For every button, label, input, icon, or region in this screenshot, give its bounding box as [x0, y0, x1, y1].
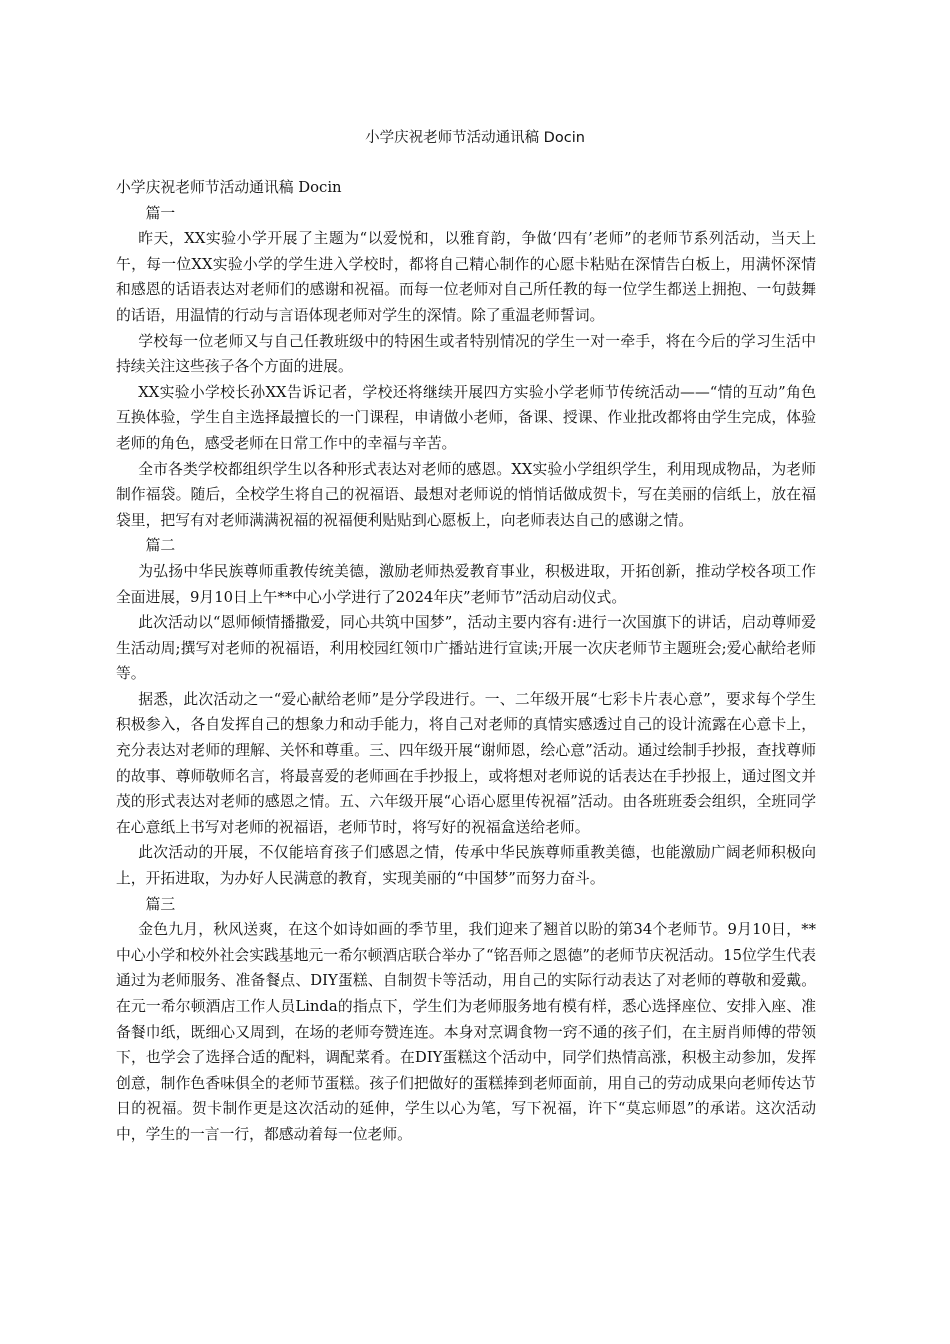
paragraph: 此次活动的开展，不仅能培育孩子们感恩之情，传承中华民族尊师重教美德，也能激励广阔老师积极向上，开拓进取，为办好人民满意的教育，实现美丽的“中国梦”而努力奋斗。: [116, 844, 816, 888]
section-heading: 篇三: [145, 895, 176, 913]
document-subtitle: 小学庆祝老师节活动通讯稿 Docin: [116, 179, 342, 196]
section-heading: 篇二: [145, 537, 176, 555]
document-title: 小学庆祝老师节活动通讯稿 Docin: [365, 130, 585, 146]
section-heading: 篇一: [145, 204, 176, 222]
paragraph: 全市各类学校都组织学生以各种形式表达对老师的感恩。XX实验小学组织学生，利用现成物品，为老师制作福袋。随后，全校学生将自己的祝福语、最想对老师说的悄悄话做成贺卡，写在美丽的信纸上，放在福袋里，把写有对老师满满祝福的祝福便利贴贴到心愿板上，向老师表达自己的感谢之情。: [116, 460, 816, 529]
paragraph: 为弘扬中华民族尊师重教传统美德，激励老师热爱教育事业，积极进取，开拓创新，推动学校各项工作全面进展，9月10日上午**中心小学进行了2024年庆”老师节”活动启动仪式。: [116, 562, 816, 606]
paragraph: XX实验小学校长孙XX告诉记者，学校还将继续开展四方实验小学老师节传统活动——“情的互动”角色互换体验，学生自主选择最擅长的一门课程，申请做小老师，备课、授课、作业批改都将由学生完成，体验老师的角色，感受老师在日常工作中的幸福与辛苦。: [116, 383, 816, 452]
paragraph: 学校每一位老师又与自己任教班级中的特困生或者特别情况的学生一对一牵手，将在今后的学习生活中持续关注这些孩子各个方面的进展。: [116, 332, 816, 376]
document-body: [116, 175, 816, 1148]
paragraph: 昨天，XX实验小学开展了主题为“以爱悦和，以雅育韵，争做‘四有’老师”的老师节系列活动，当天上午，每一位XX实验小学的学生进入学校时，都将自己精心制作的心愿卡粘贴在深情告白板上，用满怀深情和感恩的话语表达对老师们的感谢和祝福。而每一位老师对自己所任教的每一位学生都送上拥抱、一句鼓舞的话语，用温情的行动与言语体现老师对学生的深情。除了重温老师誓词。: [116, 230, 816, 324]
paragraph: 金色九月，秋风送爽，在这个如诗如画的季节里，我们迎来了翘首以盼的第34个老师节。9月10日，**中心小学和校外社会实践基地元一希尔顿酒店联合举办了“铭吾师之恩德”的老师节庆祝活动。15位学生代表通过为老师服务、准备餐点、DIY蛋糕、自制贺卡等活动，用自己的实际行动表达了对老师的尊敬和爱戴。在元一希尔顿酒店工作人员Linda的指点下，学生们为老师服务地有模有样，悉心选择座位、安排入座、准备餐巾纸，既细心又周到，在场的老师夸赞连连。本身对烹调食物一窍不通的孩子们，在主厨肖师傅的带领下，也学会了选择合适的配料，调配菜肴。在DIY蛋糕这个活动中，同学们热情高涨，积极主动参加，发挥创意，制作色香味俱全的老师节蛋糕。孩子们把做好的蛋糕捧到老师面前，用自己的劳动成果向老师传达节日的祝福。贺卡制作更是这次活动的延伸，学生以心为笔，写下祝福，许下“莫忘师恩”的承诺。这次活动中，学生的一言一行，都感动着每一位老师。: [116, 921, 816, 1143]
paragraph: 据悉，此次活动之一“爱心献给老师”是分学段进行。一、二年级开展“七彩卡片表心意”，要求每个学生积极参入，各自发挥自己的想象力和动手能力，将自己对老师的真情实感透过自己的设计流露在心意卡上，充分表达对老师的理解、关怀和尊重。三、四年级开展“谢师恩，绘心意”活动。通过绘制手抄报，查找尊师的故事、尊师敬师名言，将最喜爱的老师画在手抄报上，或将想对老师说的话表达在手抄报上，通过图文并茂的形式表达对老师的感恩之情。五、六年级开展“心语心愿里传祝福”活动。由各班班委会组织，全班同学在心意纸上书写对老师的祝福语，老师节时，将写好的祝福盒送给老师。: [116, 690, 816, 836]
paragraph: 此次活动以“恩师倾情播撒爱，同心共筑中国梦”，活动主要内容有:进行一次国旗下的讲话，启动尊师爱生活动周;撰写对老师的祝福语，利用校园红领巾广播站进行宣读;开展一次庆老师节主题班会;爱心献给老师等。: [116, 614, 816, 683]
